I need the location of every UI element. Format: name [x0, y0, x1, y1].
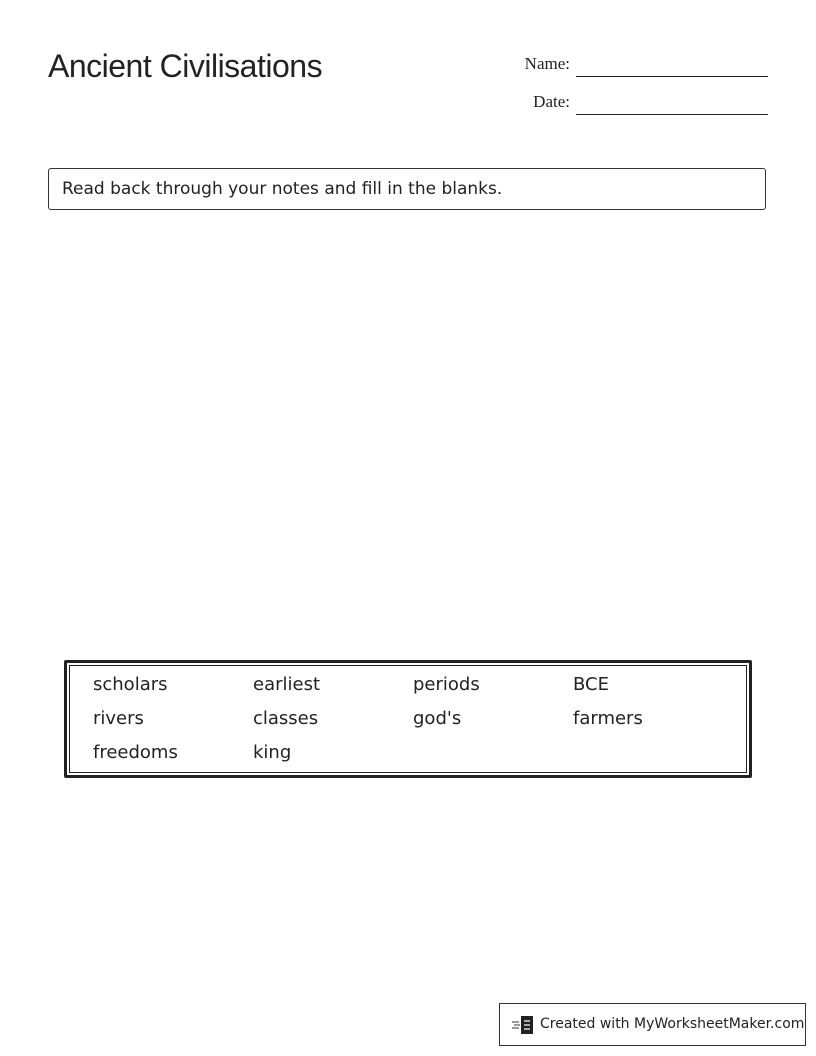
- word-bank-item: periods: [413, 674, 480, 695]
- name-label: Name:: [524, 54, 570, 73]
- word-bank-item: farmers: [573, 708, 643, 729]
- instructions-text: Read back through your notes and fill in the blanks.: [62, 179, 503, 199]
- word-bank-item: freedoms: [93, 742, 178, 763]
- word-bank-item: scholars: [93, 674, 168, 695]
- worksheet-title: Ancient Civilisations: [48, 48, 323, 84]
- name-line[interactable]: [576, 76, 768, 77]
- word-bank-item: rivers: [93, 708, 144, 729]
- word-bank-item: BCE: [573, 674, 609, 695]
- word-bank-item: classes: [253, 708, 319, 729]
- footer-text: Created with MyWorksheetMaker.com: [540, 1016, 805, 1032]
- worksheet-maker-logo-icon: [512, 1014, 536, 1036]
- date-line[interactable]: [576, 114, 768, 115]
- date-label: Date:: [533, 92, 570, 111]
- word-bank-item: god's: [413, 708, 462, 729]
- word-bank-item: earliest: [253, 674, 321, 695]
- instructions-box: [48, 168, 766, 210]
- word-bank-item: king: [253, 742, 292, 763]
- footer-credit: [499, 1003, 806, 1046]
- word-bank: [64, 660, 752, 778]
